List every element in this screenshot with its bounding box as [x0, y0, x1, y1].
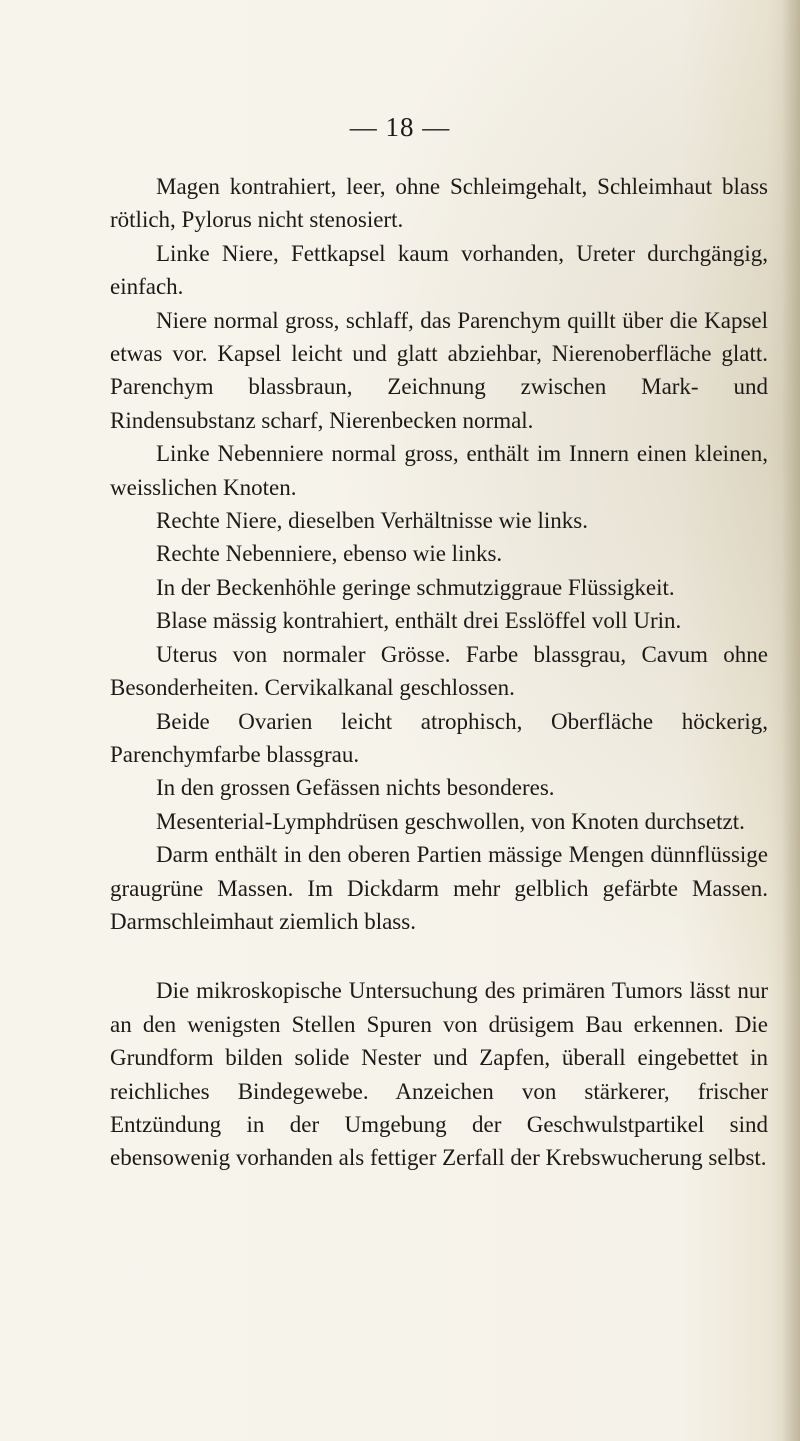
paragraph-rechte-niere: Rechte Niere, dieselben Verhältnisse wie links. [156, 508, 588, 534]
body-text [110, 170, 768, 1175]
paragraph-darm: Darm enthält in den oberen Partien mässige Mengen dünnflüssige graugrüne Massen. Im Dickdarm mehr gelblich gefärbte Massen. Darmschleimhaut ziemlich blass. [110, 842, 768, 934]
page-number: — 18 — [349, 112, 451, 142]
page-edge-shadow [782, 0, 800, 1441]
paragraph-lymphdruesen: Mesenterial-Lymphdrüsen geschwollen, von Knoten durchsetzt. [156, 808, 745, 834]
paragraph-ovarien: Beide Ovarien leicht atrophisch, Oberfläche höckerig, Parenchymfarbe blassgrau. [110, 708, 768, 767]
paragraph-linke-niere: Linke Niere, Fettkapsel kaum vorhanden, Ureter durchgängig, einfach. [110, 240, 768, 300]
paragraph-linke-nebenniere: Linke Nebenniere normal gross, enthält im Innern einen kleinen, weisslichen Knoten. [110, 441, 768, 500]
paragraph-uterus: Uterus von normaler Grösse. Farbe blassgrau, Cavum ohne Besonderheiten. Cervikalkanal geschlossen. [110, 641, 768, 701]
section-gap [110, 938, 768, 974]
paragraph-mikroskopie: Die mikroskopische Untersuchung des primären Tumors lässt nur an den wenigsten Stellen Spuren von drüsigem Bau erkennen. Die Grundform bilden solide Nester und Zapfen, überall eingebettet in reichliches Bindegewebe. Anzeichen von stärkerer, frischer Entzündung in der Umgebung der Geschwulstpartikel sind ebensowenig vorhanden als fettiger Zerfall der Krebswucherung selbst. [110, 978, 768, 1171]
paragraph-magen: Magen kontrahiert, leer, ohne Schleimgehalt, Schleimhaut blass rötlich, Pylorus nicht stenosiert. [110, 174, 768, 233]
paragraph-beckenhoehle: In der Beckenhöhle geringe schmutziggraue Flüssigkeit. [156, 574, 675, 600]
paragraph-blase: Blase mässig kontrahiert, enthält drei Esslöffel voll Urin. [156, 608, 682, 634]
paragraph-niere: Niere normal gross, schlaff, das Parenchym quillt über die Kapsel etwas vor. Kapsel leicht und glatt abziehbar, Nierenoberfläche glatt. Parenchym blassbraun, Zeichnung zwischen Mark- und Rindensubstanz scharf, Nierenbecken normal. [110, 307, 768, 433]
paragraph-rechte-nebenniere: Rechte Nebenniere, ebenso wie links. [156, 541, 503, 567]
paragraph-gefaesse: In den grossen Gefässen nichts besonderes. [156, 775, 555, 801]
